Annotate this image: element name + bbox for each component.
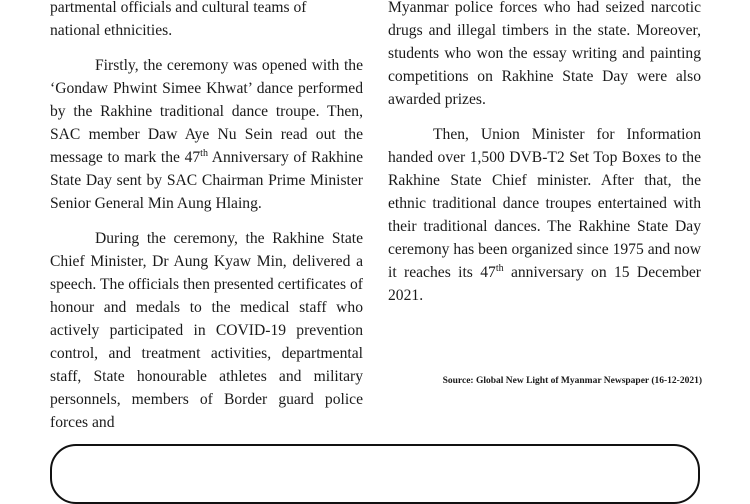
paragraph-text: During the ceremony, the Rakhine State Chief Minister, Dr Aung Kyaw Min, delivered a speech. The officials then presented certificates of honour and medals to the medical staff who actively participated in COVID-19 prevention control, and treatment activities, departmental staff, State honourable athletes and military personnels, members of Border guard police forces and bbox=[50, 230, 363, 431]
paragraph-text: Firstly, the ceremony was opened with the ‘Gondaw Phwint Simee Khwat’ dance performed by the Rakhine traditional dance troupe. Then, SAC member Daw Aye Nu Sein read out the message to mark the bbox=[50, 57, 363, 166]
rounded-frame-box bbox=[50, 444, 700, 504]
source-note: Source: Global New Light of Myanmar Newspaper (16-12-2021) bbox=[442, 376, 702, 386]
ordinal-number: 47 bbox=[480, 264, 496, 281]
right-column bbox=[388, 0, 701, 307]
left-paragraph-3 bbox=[50, 227, 363, 434]
paragraph-text: Myanmar police forces who had seized narcotic drugs and illegal timbers in the state. Moreover, students who won the essay writing and painting competitions on Rakhine State Day were also awarded prizes. bbox=[388, 0, 701, 108]
ordinal-suffix: th bbox=[200, 147, 208, 159]
right-paragraph-1 bbox=[388, 0, 701, 111]
left-paragraph-1 bbox=[50, 0, 363, 42]
continued-text: partmental officials and cultural teams of bbox=[50, 0, 307, 16]
continued-text-end: national ethnicities. bbox=[50, 22, 173, 39]
left-column bbox=[50, 0, 363, 434]
ordinal-number: 47 bbox=[184, 149, 201, 166]
ordinal-suffix: th bbox=[495, 262, 504, 274]
paragraph-text: Then, Union Minister for Information handed over 1,500 DVB-T2 Set Top Boxes to the Rakhine State Chief minister. After that, the ethnic traditional dance troupes entertained with their traditional dances. The Rakhine State Day ceremony has been organized since 1975 and now it reaches its bbox=[388, 126, 701, 281]
paragraph-text-end: Anniversary of Rakhine State Day sent by SAC Chairman Prime Minister Senior General Min Aung Hlaing. bbox=[50, 149, 364, 212]
right-paragraph-2 bbox=[388, 123, 701, 307]
left-paragraph-2 bbox=[50, 54, 363, 215]
paragraph-text-end: anniversary on 15 December 2021. bbox=[388, 264, 701, 304]
